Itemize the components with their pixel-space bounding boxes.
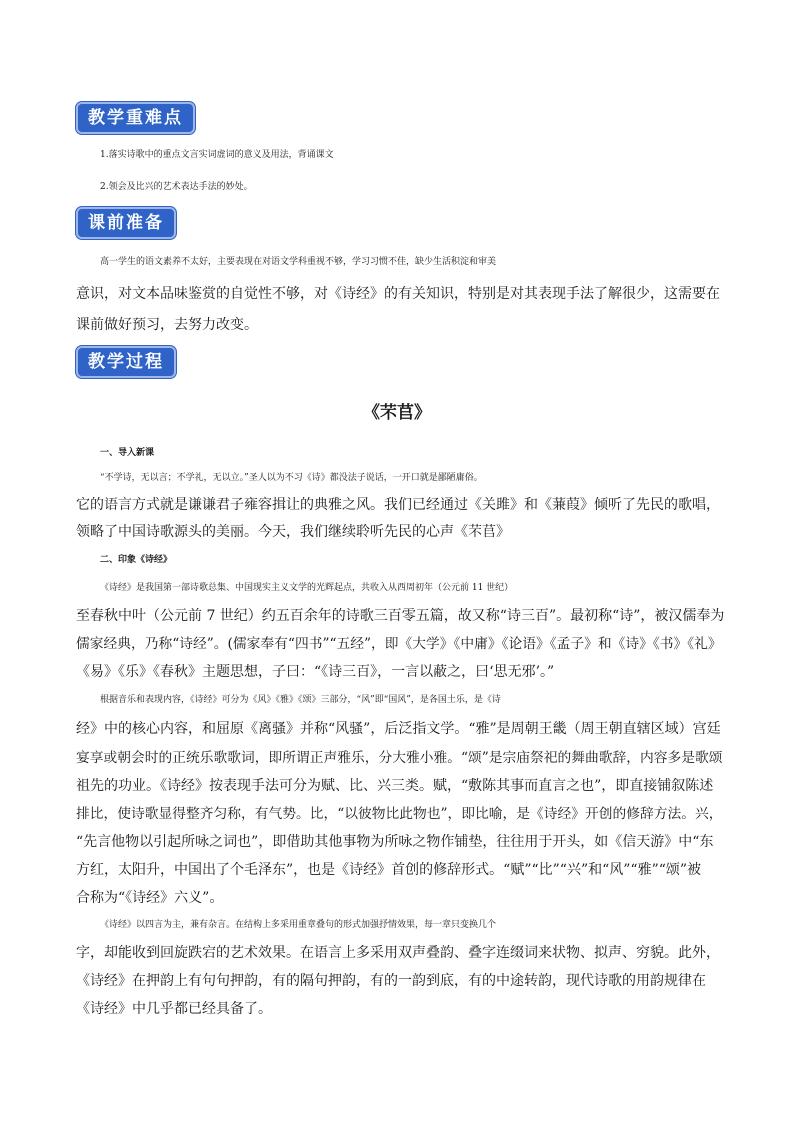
para2-line-1: 根据音乐和表现内容，《诗经》可分为《风》《雅》《颂》三部分，“风”即“国风”，是各国土乐，是《诗 (100, 695, 501, 705)
preparation-line-2: 意识，对文本品味鉴赏的自觉性不够，对《诗经》的有关知识，特别是对其表现手法了解很少，这需要在 (76, 286, 720, 302)
lesson-title: 《芣苢》 (363, 403, 431, 423)
para3-line-4: 《诗经》中几乎都已经具备了。 (76, 1001, 272, 1017)
para2-line-5: 排比，使诗歌显得整齐匀称，有气势。比，“以彼物比此物也”，即比喻，是《诗经》开创的修辞方法。兴， (76, 806, 723, 822)
intro-line-2: 它的语言方式就是谦谦君子雍容揖让的典雅之风。我们已经通过《关雎》和《蒹葭》倾听了先民的歌唱， (76, 497, 720, 513)
intro-line-3: 领略了中国诗歌源头的美丽。今天，我们继续聆听先民的心声《芣苢》 (76, 524, 510, 540)
para2-line-4: 祖先的功业。《诗经》按表现手法可分为赋、比、兴三类。赋，“敷陈其事而直言之也”，即直接铺叙陈述 (76, 778, 714, 794)
section-badge-difficulty: 教学重难点 (76, 102, 195, 134)
para2-line-7: 方红，太阳升，中国出了个毛泽东”，也是《诗经》首创的修辞形式。“赋”“比”“兴”和“风”“雅”“颂”被 (76, 862, 702, 878)
intro-heading: 一、导入新课 (100, 448, 155, 458)
para1-line-1: 《诗经》是我国第一部诗歌总集、中国现实主义文学的光辉起点，共收入从西周初年（公元前 11 世纪） (100, 583, 514, 593)
preparation-line-1: 高一学生的语文素养不太好，主要表现在对语文学科重视不够，学习习惯不佳，缺少生活积淀和审美 (100, 257, 497, 267)
para3-line-3: 《诗经》在押韵上有句句押韵，有的隔句押韵，有的一韵到底，有的中途转韵，现代诗歌的用韵规律在 (76, 973, 706, 989)
para3-line-2: 字，却能收到回旋跌宕的艺术效果。在语言上多采用双声叠韵、叠字连缀词来状物、拟声、穷貌。此外， (76, 945, 720, 961)
intro-line-1: “不学诗，无以言；不学礼，无以立。”圣人以为不习《诗》都没法子说话，一开口就是鄙陋庸俗。 (100, 473, 483, 483)
difficulty-item-1: 1.落实诗歌中的重点文言实词虚词的意义及用法，背诵课文 (100, 150, 334, 160)
para1-line-3: 儒家经典，乃称“诗经”。(儒家奉有“四书”“五经”，即《大学》《中庸》《论语》《孟子》和《诗》《书》《礼》 (76, 636, 722, 652)
section-badge-process: 教学过程 (76, 346, 176, 378)
para3-line-1: 《诗经》以四言为主，兼有杂言。在结构上多采用重章叠句的形式加强抒情效果，每一章只变换几个 (100, 920, 497, 930)
para2-line-2: 经》中的核心内容，和屈原《离骚》并称“风骚”，后泛指文学。“雅”是周朝王畿（周王朝直辖区域）宫廷 (76, 721, 721, 737)
para2-line-3: 宴享或朝会时的正统乐歌歌词，即所谓正声雅乐，分大雅小雅。“颂”是宗庙祭祀的舞曲歌辞，内容多是歌颂 (76, 750, 723, 766)
para2-line-8: 合称为“《诗经》六义”。 (76, 890, 224, 906)
preparation-line-3: 课前做好预习，去努力改变。 (76, 317, 258, 333)
difficulty-item-2: 2.领会及比兴的艺术表达手法的妙处。 (100, 182, 253, 192)
para2-line-6: “先言他物以引起所咏之词也”，即借助其他事物为所咏之物作铺垫，往往用于开头，如《信天游》中“东 (76, 834, 714, 850)
para1-line-4: 《易》《乐》《春秋》主题思想，子曰：“《诗三百》，一言以蔽之，曰‘思无邪’。” (76, 664, 555, 680)
para1-line-2: 至春秋中叶（公元前 7 世纪）约五百余年的诗歌三百零五篇，故又称“诗三百”。最初称“诗”，被汉儒奉为 (76, 608, 725, 624)
section-badge-preparation: 课前准备 (76, 207, 176, 239)
impression-heading: 二、印象《诗经》 (100, 555, 173, 565)
